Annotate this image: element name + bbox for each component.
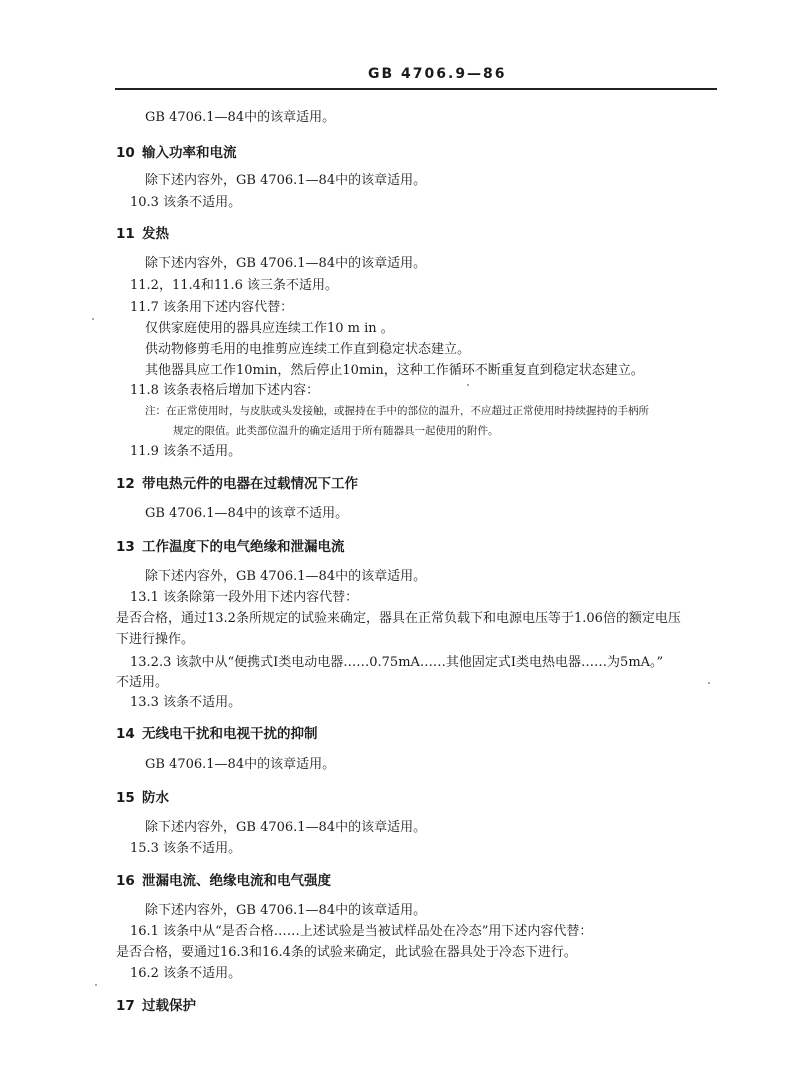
note-line: 注：在正常使用时，与皮肤或头发接触，或握持在手中的部位的温升，不应超过正常使用时持续握持的手柄所 [145, 405, 649, 417]
section-title: 防水 [142, 790, 169, 806]
scan-speck [467, 384, 469, 386]
text-line: 下进行操作。 [116, 632, 195, 647]
section-number: 13 [116, 539, 135, 555]
text-line: 16.2 该条不适用。 [130, 966, 242, 981]
section-number: 10 [116, 145, 135, 161]
section-title: 工作温度下的电气绝缘和泄漏电流 [142, 539, 345, 555]
text-line: 除下述内容外，GB 4706.1—84中的该章适用。 [145, 820, 427, 835]
text-line: 是否合格，要通过16.3和16.4条的试验来确定，此试验在器具处于冷态下进行。 [116, 945, 577, 960]
section-heading-14 [116, 726, 318, 742]
section-number: 12 [116, 476, 135, 492]
text-line: 除下述内容外，GB 4706.1—84中的该章适用。 [145, 903, 427, 918]
text-line: 11.2，11.4和11.6 该三条不适用。 [130, 278, 338, 293]
section-heading-17 [116, 998, 196, 1014]
section-heading-11 [116, 226, 169, 242]
section-heading-10 [116, 145, 237, 161]
text-line: 13.1 该条除第一段外用下述内容代替： [130, 590, 359, 605]
section-number: 17 [116, 998, 135, 1014]
section-heading-12 [116, 476, 358, 492]
text-line: 11.8 该条表格后增加下述内容： [130, 383, 320, 398]
section-title: 带电热元件的电器在过载情况下工作 [142, 476, 358, 492]
section-number: 16 [116, 873, 135, 889]
document-header: GB 4706.9—86 [368, 66, 507, 82]
scan-speck [708, 682, 710, 684]
section-number: 11 [116, 226, 135, 242]
text-line: 15.3 该条不适用。 [130, 841, 242, 856]
text-line: 除下述内容外，GB 4706.1—84中的该章适用。 [145, 256, 427, 271]
note-line: 规定的限值。此类部位温升的确定适用于所有随器具一起使用的附件。 [173, 425, 499, 437]
section-title: 泄漏电流、绝缘电流和电气强度 [142, 873, 331, 889]
text-line: 13.3 该条不适用。 [130, 695, 242, 710]
text-line: 供动物修剪毛用的电推剪应连续工作直到稳定状态建立。 [145, 342, 471, 357]
text-line: 仅供家庭使用的器具应连续工作10 m in 。 [145, 321, 394, 336]
section-heading-13 [116, 539, 345, 555]
section-title: 无线电干扰和电视干扰的抑制 [142, 726, 318, 742]
text-line: 其他器具应工作10min，然后停止10min，这种工作循环不断重复直到稳定状态建立。 [145, 363, 644, 378]
section-heading-15 [116, 790, 169, 806]
section-title: 发热 [142, 226, 169, 242]
text-line: 11.9 该条不适用。 [130, 444, 242, 459]
text-line: 除下述内容外，GB 4706.1—84中的该章适用。 [145, 173, 427, 188]
text-line: 是否合格，通过13.2条所规定的试验来确定，器具在正常负载下和电源电压等于1.06倍的额定电压 [116, 611, 681, 626]
text-line: 16.1 该条中从“是否合格……上述试验是当被试样品处在冷态”用下述内容代替： [130, 924, 593, 939]
scan-speck [92, 318, 94, 320]
header-rule [115, 88, 717, 90]
text-line: 10.3 该条不适用。 [130, 195, 242, 210]
section-number: 15 [116, 790, 135, 806]
text-line: GB 4706.1—84中的该章不适用。 [145, 506, 349, 521]
text-line: GB 4706.1—84中的该章适用。 [145, 110, 336, 125]
section-heading-16 [116, 873, 331, 889]
section-number: 14 [116, 726, 135, 742]
text-line: 11.7 该条用下述内容代替： [130, 300, 294, 315]
text-line: GB 4706.1—84中的该章适用。 [145, 757, 336, 772]
text-line: 13.2.3 该款中从“便携式Ⅰ类电动电器……0.75mA……其他固定式Ⅰ类电热电器……为5mA。” [130, 655, 664, 670]
section-title: 过载保护 [142, 998, 196, 1014]
text-line: 不适用。 [116, 675, 169, 690]
section-title: 输入功率和电流 [142, 145, 237, 161]
text-line: 除下述内容外，GB 4706.1—84中的该章适用。 [145, 569, 427, 584]
scan-speck [95, 984, 97, 986]
